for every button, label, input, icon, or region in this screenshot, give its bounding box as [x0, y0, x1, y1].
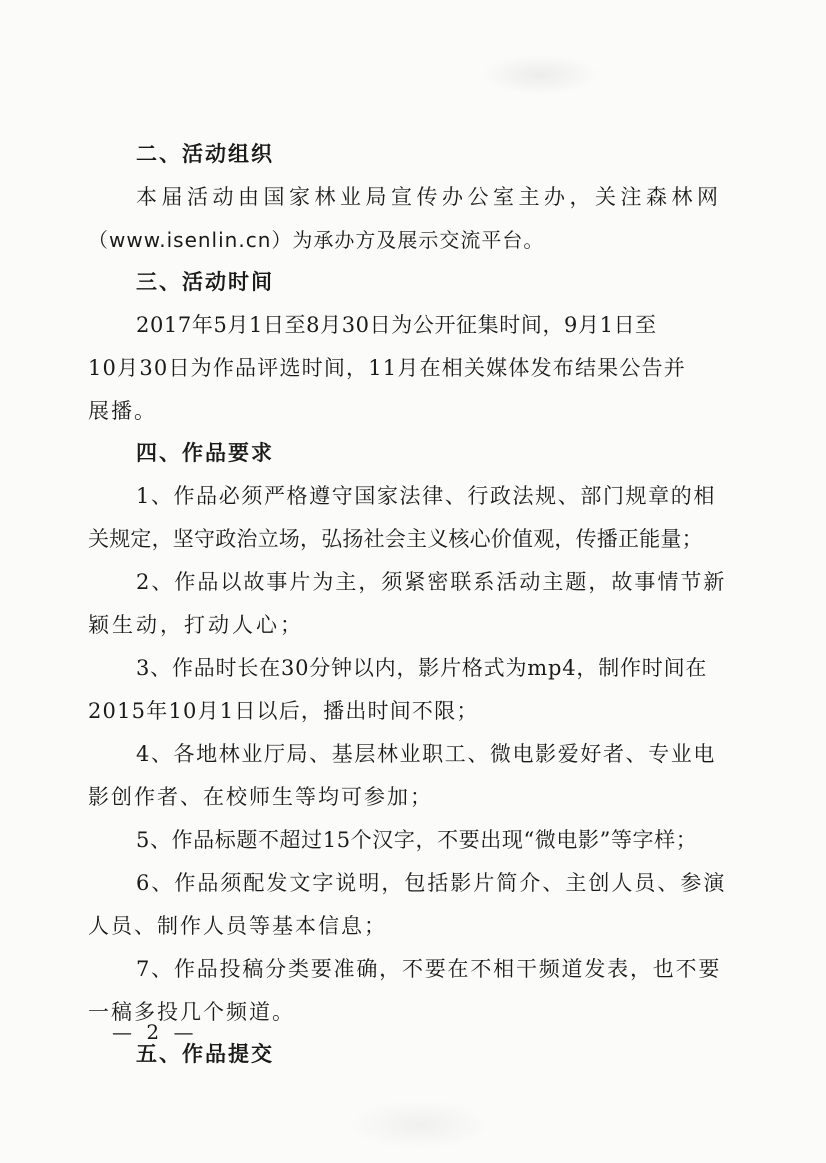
requirement-line: 人员、制作人员等基本信息； [88, 914, 387, 938]
paragraph-line: （www.isenlin.cn）为承办方及展示交流平台。 [88, 228, 545, 252]
requirement-line: 1、作品必须严格遵守国家法律、行政法规、部门规章的相 [136, 484, 716, 508]
scan-shadow [350, 1100, 490, 1150]
paragraph-line: 展播。 [88, 399, 157, 423]
section-heading-requirements: 四、作品要求 [136, 441, 274, 465]
paragraph-line: 10月30日为作品评选时间，11月在相关媒体发布结果公告并 [88, 356, 686, 380]
paragraph-line: 2017年5月1日至8月30日为公开征集时间，9月1日至 [136, 313, 657, 337]
requirement-line: 3、作品时长在30分钟以内，影片格式为mp4，制作时间在 [136, 656, 708, 680]
section-heading-submission: 五、作品提交 [136, 1042, 274, 1066]
requirement-line: 颖生动，打动人心； [88, 613, 304, 637]
section-heading-organization: 二、活动组织 [136, 142, 274, 166]
requirement-line: 5、作品标题不超过15个汉字，不要出现“微电影”等字样； [136, 828, 698, 852]
requirement-line: 4、各地林业厅局、基层林业职工、微电影爱好者、专业电 [136, 742, 716, 766]
page-number: — 2 — [112, 1020, 198, 1044]
requirement-line: 关规定，坚守政治立场，弘扬社会主义核心价值观，传播正能量； [88, 527, 703, 551]
requirement-line: 一稿多投几个频道。 [88, 1000, 295, 1024]
requirement-line: 影创作者、在校师生等均可参加； [88, 785, 433, 809]
paragraph-line: 本届活动由国家林业局宣传办公室主办，关注森林网 [136, 185, 723, 209]
section-heading-time: 三、活动时间 [136, 270, 274, 294]
scan-shadow [480, 55, 600, 95]
requirement-line: 2015年10月1日以后，播出时间不限； [88, 699, 479, 723]
requirement-line: 7、作品投稿分类要准确，不要在不相干频道发表，也不要 [136, 957, 722, 981]
requirement-line: 2、作品以故事片为主，须紧密联系活动主题，故事情节新 [136, 570, 727, 594]
requirement-line: 6、作品须配发文字说明，包括影片简介、主创人员、参演 [136, 871, 727, 895]
